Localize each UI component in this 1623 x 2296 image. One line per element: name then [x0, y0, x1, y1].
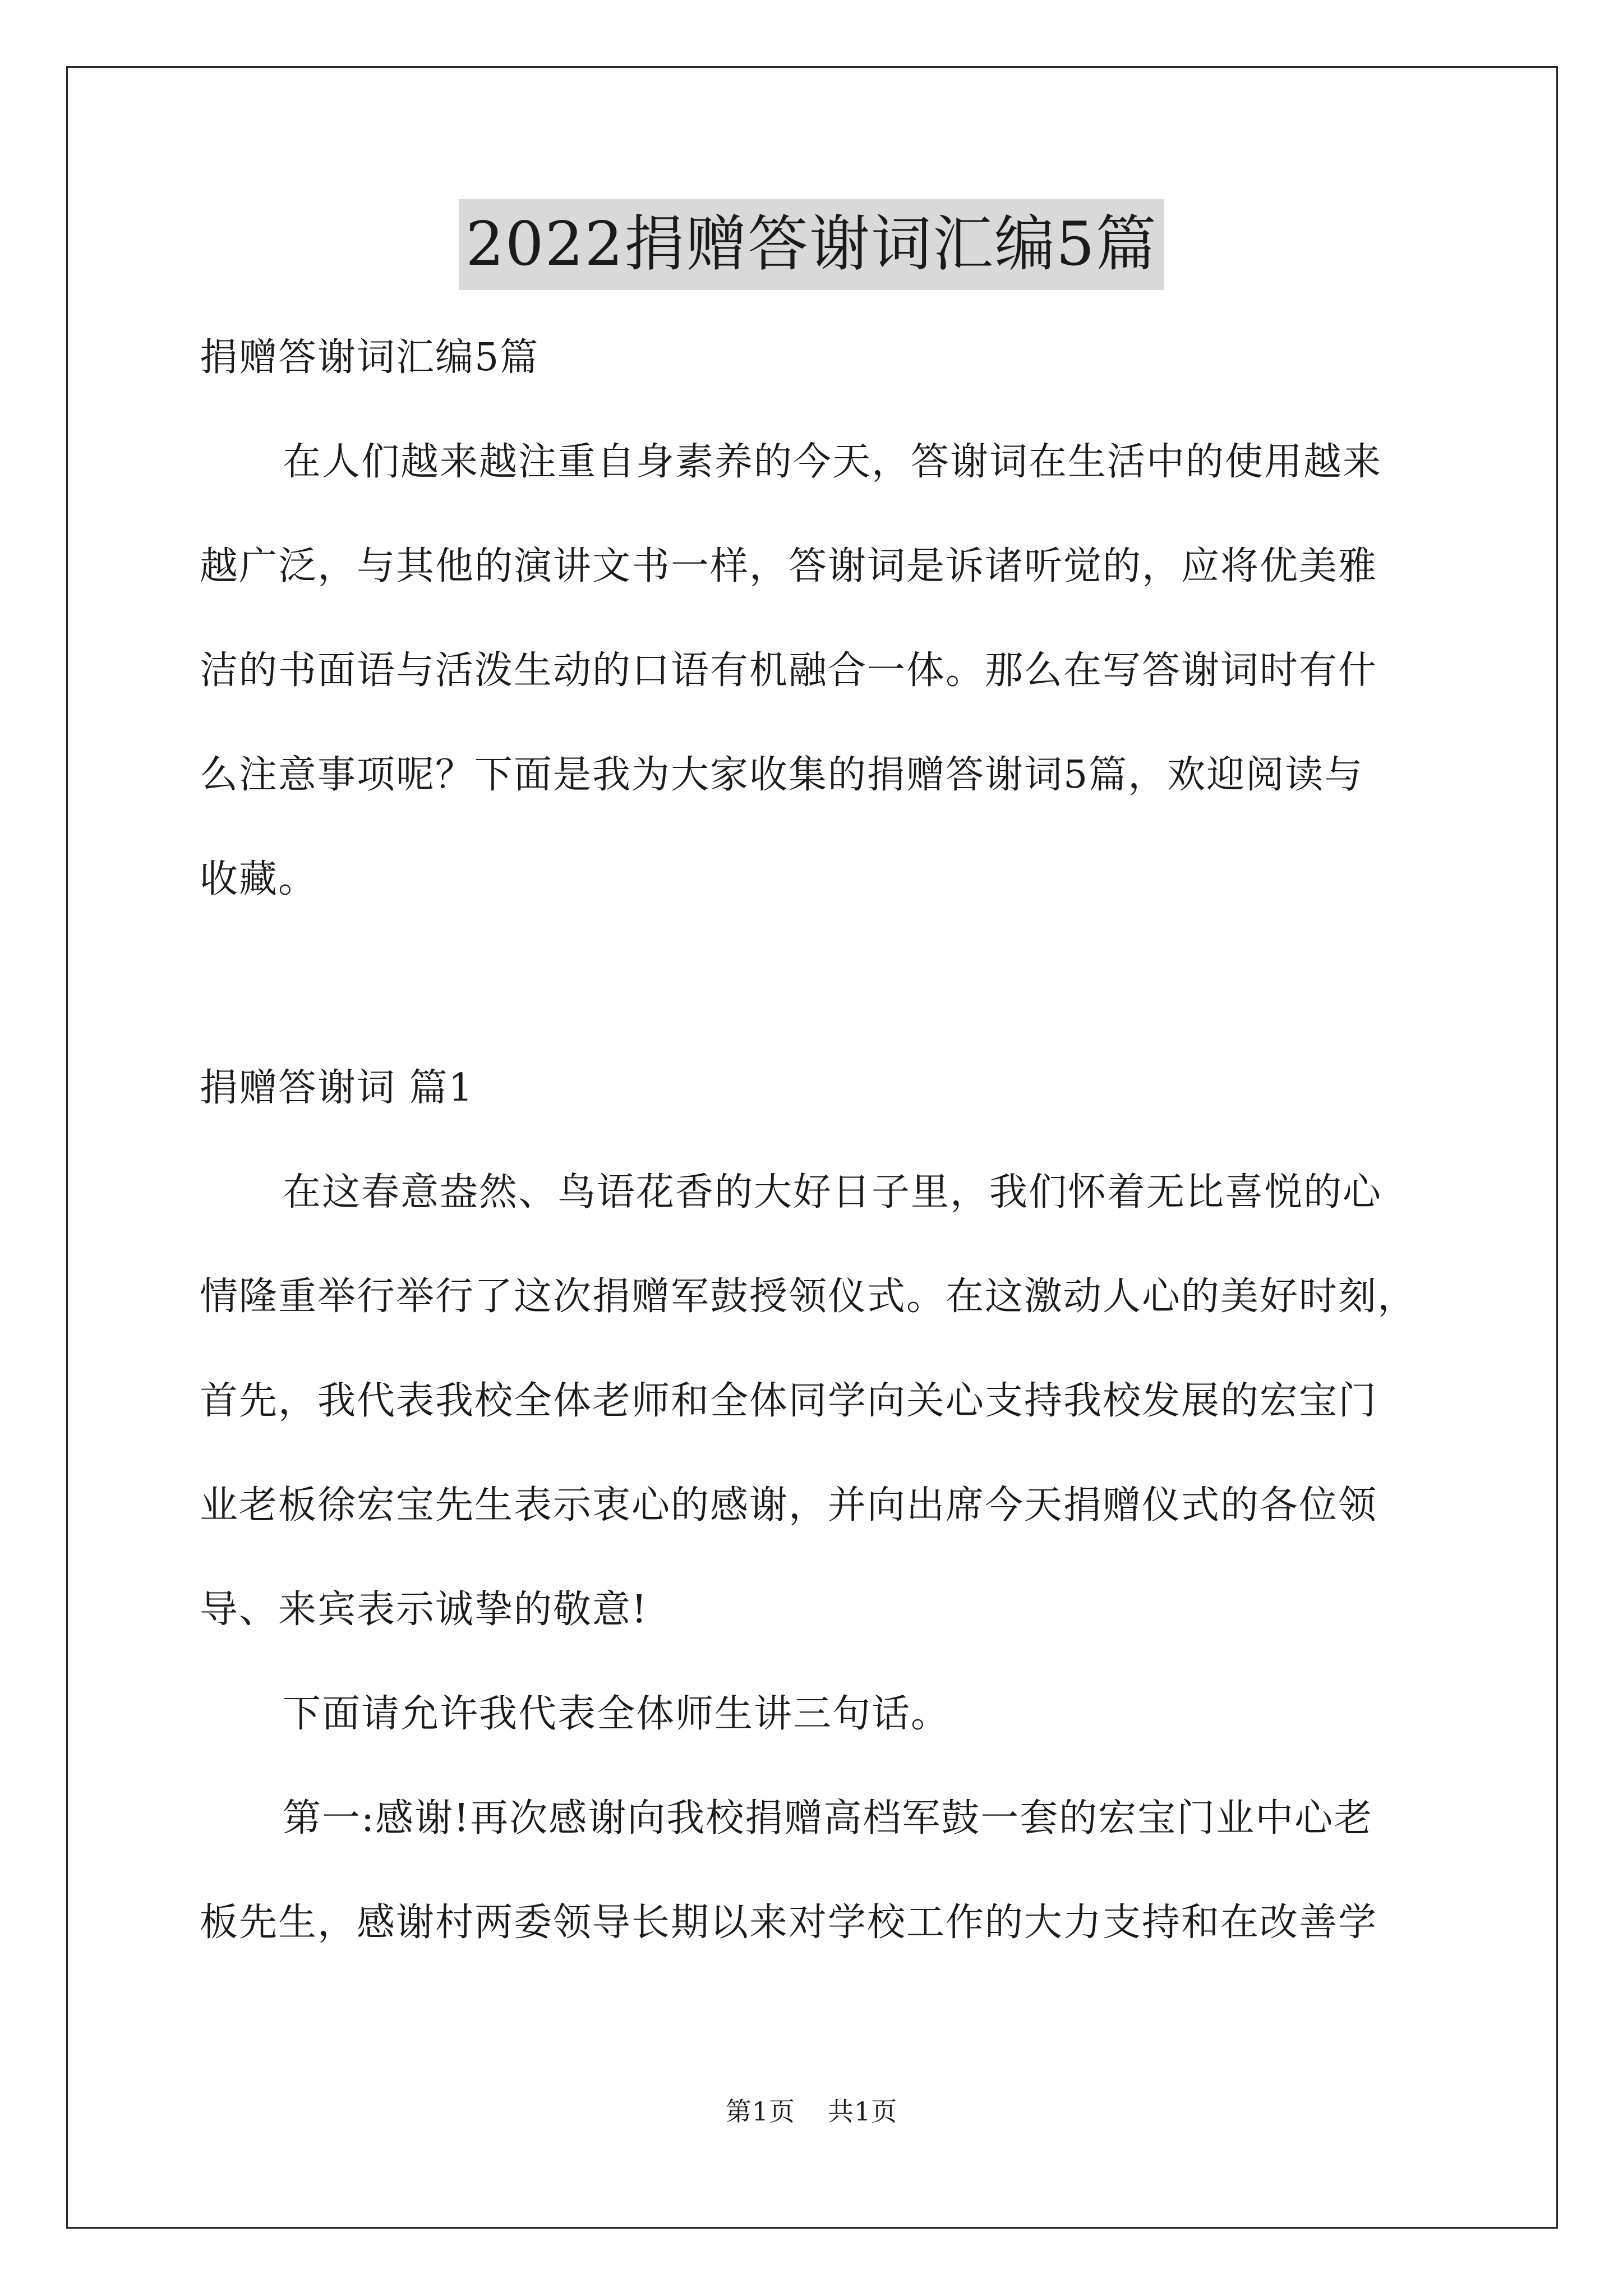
paragraph-line: 在这春意盎然、鸟语花香的大好日子里，我们怀着无比喜悦的心: [283, 1170, 1382, 1214]
paragraph-line: 洁的书面语与活泼生动的口语有机融合一体。那么在写答谢词时有什: [200, 648, 1378, 693]
paragraph-line: 情隆重举行举行了这次捐赠军鼓授领仪式。在这激动人心的美好时刻，: [200, 1274, 1417, 1319]
paragraph-line: 收藏。: [200, 857, 318, 901]
paragraph-line: 业老板徐宏宝先生表示衷心的感谢，并向出席今天捐赠仪式的各位领: [200, 1483, 1378, 1527]
paragraph-line: 在人们越来越注重自身素养的今天，答谢词在生活中的使用越来: [283, 440, 1382, 484]
document-subtitle: 捐赠答谢词汇编5篇: [200, 335, 540, 380]
section-heading: 捐赠答谢词 篇1: [200, 1066, 474, 1110]
paragraph-line: 导、来宾表示诚挚的敬意!: [200, 1588, 648, 1632]
paragraph-line: 越广泛，与其他的演讲文书一样，答谢词是诉诸听觉的，应将优美雅: [200, 544, 1378, 588]
paragraph-line: 第一:感谢!再次感谢向我校捐赠高档军鼓一套的宏宝门业中心老: [283, 1796, 1373, 1841]
page-number: 第1页: [725, 2096, 795, 2127]
document-body: [200, 306, 1433, 1975]
intro-paragraph: [200, 410, 1433, 932]
section-spacer: [200, 932, 1433, 1036]
paragraph-line: 首先，我代表我校全体老师和全体同学向关心支持我校发展的宏宝门: [200, 1379, 1378, 1423]
paragraph-line: 板先生，感谢村两委领导长期以来对学校工作的大力支持和在改善学: [200, 1901, 1378, 1945]
section1-paragraph-2: 下面请允许我代表全体师生讲三句话。: [283, 1692, 951, 1736]
paragraph-line: 么注意事项呢？下面是我为大家收集的捐赠答谢词5篇，欢迎阅读与: [200, 753, 1364, 797]
page-footer: [0, 2091, 1623, 2128]
document-title: 2022捐赠答谢词汇编5篇: [459, 199, 1164, 290]
section1-paragraph-3: [200, 1766, 1433, 1975]
page-total: 共1页: [828, 2096, 898, 2127]
title-container: [0, 199, 1623, 290]
section1-paragraph-1: [200, 1140, 1433, 1662]
